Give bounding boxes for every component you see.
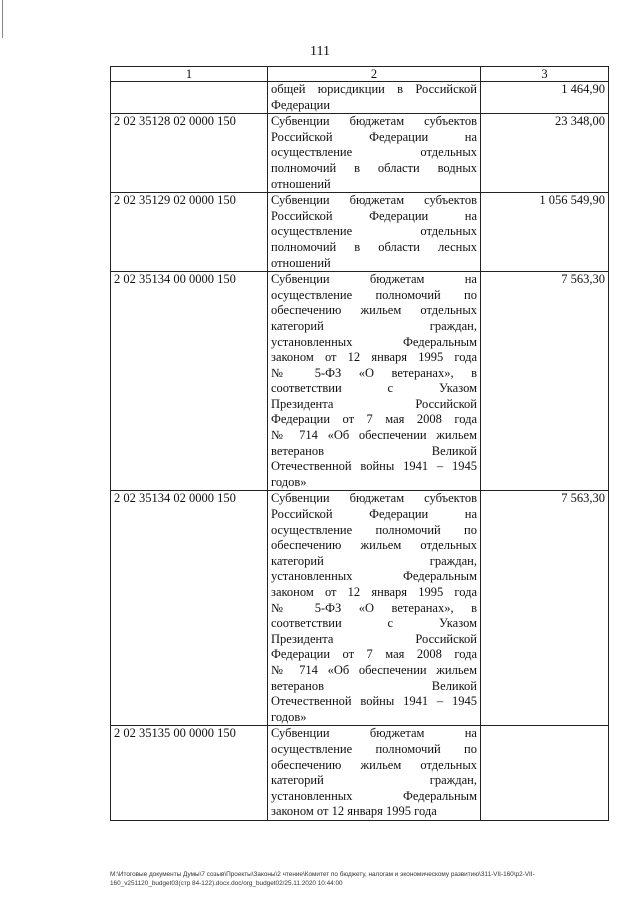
amount-cell: 23 348,00: [481, 114, 609, 193]
description-line: обеспечению жильем отдельных: [271, 757, 477, 772]
amount-cell: 7 563,30: [481, 491, 609, 726]
description-line: № 5-ФЗ «О ветеранах», в: [271, 365, 477, 380]
description-line: общей юрисдикции в Российской: [271, 82, 477, 96]
column-header-1: 1: [111, 67, 268, 82]
description-line: ветеранов Великой: [271, 678, 477, 693]
description-line: соответствии с Указом: [271, 381, 477, 396]
description-line: полномочий в области водных: [271, 160, 477, 175]
description-line: Российской Федерации на: [271, 129, 477, 144]
description-line: установленных Федеральным: [271, 788, 477, 803]
description-cell: [268, 726, 481, 821]
table-row: [111, 114, 609, 193]
table-row: [111, 272, 609, 491]
description-line: осуществление полномочий по: [271, 522, 477, 537]
description-line: полномочий в области лесных: [271, 239, 477, 254]
table-row: [111, 726, 609, 821]
description-line: осуществление полномочий по: [271, 287, 477, 302]
description-line: категорий граждан,: [271, 773, 477, 788]
budget-code-cell: 2 02 35134 02 0000 150: [111, 491, 268, 726]
description-line: Российской Федерации на: [271, 208, 477, 223]
footer-file-path: [110, 871, 615, 888]
table-row: [111, 491, 609, 726]
description-line: категорий граждан,: [271, 318, 477, 333]
amount-cell: 7 563,30: [481, 272, 609, 491]
description-line: № 714 «Об обеспечении жильем: [271, 662, 477, 677]
description-line: Субвенции бюджетам на: [271, 726, 477, 741]
description-line: осуществление полномочий по: [271, 741, 477, 756]
description-line: законом от 12 января 1995 года: [271, 350, 477, 365]
amount-cell: 1 056 549,90: [481, 193, 609, 272]
description-line: ветеранов Великой: [271, 443, 477, 458]
page-edge-mark: [2, 0, 3, 38]
description-line: Федерации от 7 мая 2008 года: [271, 647, 477, 662]
description-line: осуществление отдельных: [271, 145, 477, 160]
description-line: установленных Федеральным: [271, 334, 477, 349]
description-line: отношений: [271, 255, 331, 270]
description-line: Субвенции бюджетам субъектов: [271, 193, 477, 208]
description-line: категорий граждан,: [271, 553, 477, 568]
budget-code-cell: 2 02 35135 00 0000 150: [111, 726, 268, 821]
budget-code-cell: 2 02 35134 00 0000 150: [111, 272, 268, 491]
amount-cell: [481, 726, 609, 821]
description-cell: [268, 114, 481, 193]
table-row: [111, 193, 609, 272]
description-line: Субвенции бюджетам субъектов: [271, 491, 477, 506]
description-line: Отечественной войны 1941 – 1945: [271, 459, 477, 474]
column-header-3: 3: [481, 67, 609, 82]
description-line: законом от 12 января 1995 года: [271, 585, 477, 599]
amount-cell: 1 464,90: [481, 82, 609, 114]
description-line: законом от 12 января 1995 года: [271, 804, 437, 819]
description-line: годов»: [271, 474, 307, 489]
description-line: Президента Российской: [271, 396, 477, 411]
table-body: [111, 82, 609, 821]
budget-code-cell: 2 02 35128 02 0000 150: [111, 114, 268, 193]
description-line: № 5-ФЗ «О ветеранах», в: [271, 600, 477, 615]
column-header-2: 2: [268, 67, 481, 82]
description-line: Субвенции бюджетам на: [271, 272, 477, 287]
description-line: годов»: [271, 709, 307, 724]
footer-line: 160_v251120_budget03(стр 84-122).docx.doc/org_budget02/25.11.2020 10:44:00: [110, 879, 343, 887]
description-line: отношений: [271, 176, 331, 191]
description-line: осуществление отдельных: [271, 224, 477, 239]
table-header-row: [111, 67, 609, 82]
budget-code-cell: [111, 82, 268, 114]
description-line: Федерации от 7 мая 2008 года: [271, 412, 477, 427]
description-line: соответствии с Указом: [271, 616, 477, 631]
description-line: Субвенции бюджетам субъектов: [271, 114, 477, 129]
description-line: Президента Российской: [271, 631, 477, 646]
budget-code-cell: 2 02 35129 02 0000 150: [111, 193, 268, 272]
description-cell: [268, 82, 481, 114]
description-line: обеспечению жильем отдельных: [271, 538, 477, 553]
footer-line: M:\Итоговые документы Думы\7 созыв\Проекты\Законы\2 чтение\Комитет по бюджету, налогам и экономическому развитию\311-VII-160\p2-VII-: [110, 871, 535, 878]
description-line: № 714 «Об обеспечении жильем: [271, 428, 477, 443]
table-row: [111, 82, 609, 114]
description-line: Федерации: [271, 97, 331, 112]
description-line: Отечественной войны 1941 – 1945: [271, 694, 477, 709]
budget-table: [110, 66, 609, 821]
description-cell: [268, 272, 481, 491]
description-cell: [268, 193, 481, 272]
description-line: установленных Федеральным: [271, 569, 477, 584]
page-number: 111: [310, 44, 330, 59]
description-line: Российской Федерации на: [271, 507, 477, 522]
description-line: обеспечению жильем отдельных: [271, 303, 477, 318]
description-cell: [268, 491, 481, 726]
